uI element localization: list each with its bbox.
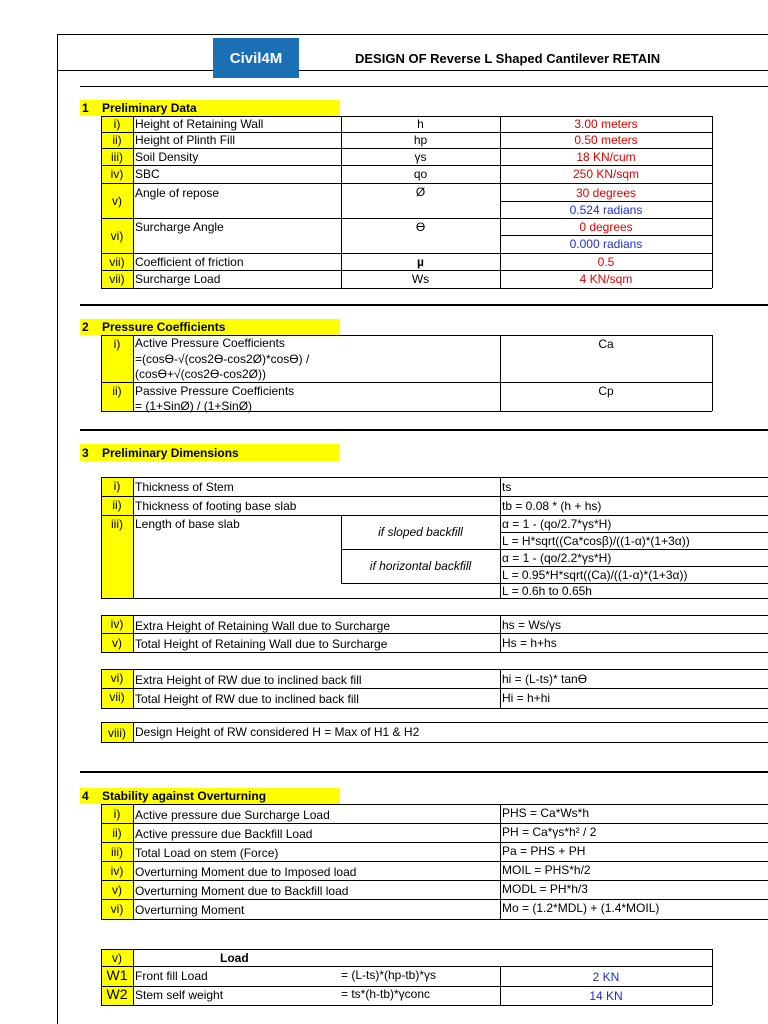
s1-row-2-value: 0.50 meters — [574, 133, 638, 147]
load-row-1-weight: W1 — [106, 967, 128, 983]
s1-row-4-symbol: qo — [413, 167, 428, 181]
s2-row-1-index: i) — [113, 337, 121, 351]
civil4m-logo: Civil4M — [213, 38, 299, 78]
s3-formula-L-horizontal: L = 0.95*H*sqrt((Ca)/((1-α)*(1+3α)) — [502, 568, 688, 582]
s4-row-4-index: iv) — [110, 864, 124, 878]
s3-row-1-label: Thickness of Stem — [135, 480, 234, 494]
s4-row-3-index: iii) — [111, 845, 123, 859]
s4-row-6-label: Overturning Moment — [135, 903, 245, 917]
s3-row-5-label: Total Height of Retaining Wall due to Surcharge — [135, 637, 388, 651]
section-3-number: 3 — [82, 446, 89, 460]
s3-row-4-index: iv) — [110, 617, 124, 631]
s3-formula-alpha-horizontal: α = 1 - (qo/2.2*γs*H) — [502, 551, 612, 565]
s1-row-7-symbol: µ — [417, 255, 424, 269]
s1-row-2-symbol: hp — [413, 133, 428, 147]
s3-row-2-formula: tb = 0.08 * (h + hs) — [502, 499, 602, 513]
s3-row-4-label: Extra Height of Retaining Wall due to Surcharge — [135, 619, 391, 633]
s1-row-4-value: 250 KN/sqm — [572, 167, 640, 181]
section-1-title: Preliminary Data — [102, 101, 197, 115]
section-3-title: Preliminary Dimensions — [102, 446, 239, 460]
s4-row-1-label: Active pressure due Surcharge Load — [135, 808, 330, 822]
s2-row-1-formula-line-2: (cosϴ+√(cos2ϴ-cos2Ø)) — [135, 367, 266, 381]
load-row-2-label: Stem self weight — [135, 988, 224, 1002]
load-row-2-weight: W2 — [106, 986, 128, 1002]
s1-row-2-label: Height of Plinth Fill — [135, 133, 236, 147]
s4-row-4-formula: MOIL = PHS*h/2 — [502, 863, 591, 877]
s1-row-6-index: vi) — [110, 229, 124, 243]
s3-row-7-formula: Hi = h+hi — [502, 691, 551, 705]
s3-formula-L-range: L = 0.6h to 0.65h — [502, 584, 592, 598]
s1-row-3-value: 18 KN/cum — [576, 150, 636, 164]
s3-row-2-label: Thickness of footing base slab — [135, 499, 297, 513]
s4-row-2-formula: PH = Ca*γs*h² / 2 — [502, 825, 597, 839]
s3-row-2-index: ii) — [112, 498, 122, 512]
s3-row-4-formula: hs = Ws/γs — [502, 618, 562, 632]
s3-row-8-label: Design Height of RW considered H = Max of H1 & H2 — [135, 725, 420, 739]
document-title: DESIGN OF Reverse L Shaped Cantilever RETAIN — [355, 51, 661, 66]
s1-row-6-symbol: ϴ — [415, 220, 426, 234]
section-1-number: 1 — [82, 101, 89, 115]
s1-row-8-index: vii) — [109, 272, 125, 286]
load-table-heading: Load — [220, 951, 249, 965]
s3-formula-alpha-sloped: α = 1 - (qo/2.7*γs*H) — [502, 517, 612, 531]
s1-row-7-value: 0.5 — [597, 255, 615, 269]
s4-row-6-index: vi) — [110, 902, 124, 916]
load-row-1-value: 2 KN — [592, 970, 620, 984]
s3-row-3-label: Length of base slab — [135, 517, 240, 531]
section-2-number: 2 — [82, 320, 89, 334]
s3-row-6-label: Extra Height of RW due to inclined back fill — [135, 673, 362, 687]
s1-row-1-label: Height of Retaining Wall — [135, 117, 264, 131]
section-4-title: Stability against Overturning — [102, 789, 267, 803]
s2-row-1-symbol: Ca — [598, 337, 614, 351]
s3-row-3-index: iii) — [111, 517, 123, 531]
load-table-index: v) — [112, 951, 122, 965]
s1-row-5-value-radians: 0.524 radians — [569, 203, 643, 217]
s4-row-3-label: Total Load on stem (Force) — [135, 846, 279, 860]
s1-row-1-value: 3.00 meters — [574, 117, 638, 131]
section-4-number: 4 — [82, 789, 89, 803]
load-row-2-formula: = ts*(h-tb)*γconc — [341, 987, 431, 1001]
s1-row-7-label: Coefficient of friction — [135, 255, 244, 269]
load-row-1-formula: = (L-ts)*(hp-tb)*γs — [341, 968, 437, 982]
s4-row-3-formula: Pa = PHS + PH — [502, 844, 586, 858]
s1-row-5-symbol: Ø — [415, 185, 426, 199]
s1-row-5-label: Angle of repose — [135, 186, 220, 200]
s4-row-1-formula: PHS = Ca*Ws*h — [502, 806, 590, 820]
s1-row-6-value: 0 degrees — [579, 220, 633, 234]
s2-row-2-label: Passive Pressure Coefficients — [135, 384, 295, 398]
s2-row-2-formula: = (1+SinØ) / (1+SinØ) — [135, 399, 253, 413]
s1-row-3-index: iii) — [111, 150, 123, 164]
s3-row-8-index: viii) — [108, 726, 126, 740]
s1-row-5-index: v) — [112, 194, 122, 208]
s2-row-2-index: ii) — [112, 384, 122, 398]
s2-row-1-label: Active Pressure Coefficients — [135, 336, 285, 350]
s3-row-5-formula: Hs = h+hs — [502, 636, 557, 650]
s3-horizontal-backfill-label: if horizontal backfill — [369, 559, 472, 573]
s4-row-5-index: v) — [112, 883, 122, 897]
s4-row-1-index: i) — [113, 807, 121, 821]
load-row-2-value: 14 KN — [589, 989, 623, 1003]
s1-row-8-value: 4 KN/sqm — [579, 272, 633, 286]
s1-row-1-symbol: h — [417, 117, 424, 131]
s3-row-7-label: Total Height of RW due to inclined back fill — [135, 692, 359, 706]
s3-row-1-formula: ts — [502, 480, 512, 494]
s2-row-2-symbol: Cp — [598, 384, 614, 398]
section-2-title: Pressure Coefficients — [102, 320, 226, 334]
s4-row-5-label: Overturning Moment due to Backfill load — [135, 884, 349, 898]
s1-row-8-symbol: Ws — [411, 272, 430, 286]
s1-row-3-symbol: γs — [414, 150, 427, 164]
s3-sloped-backfill-label: if sloped backfill — [378, 525, 463, 539]
s1-row-4-index: iv) — [110, 167, 124, 181]
s1-row-6-label: Surcharge Angle — [135, 220, 224, 234]
s1-row-4-label: SBC — [135, 167, 160, 181]
s4-row-2-label: Active pressure due Backfill Load — [135, 827, 313, 841]
s4-row-4-label: Overturning Moment due to Imposed load — [135, 865, 357, 879]
s3-formula-L-sloped: L = H*sqrt((Ca*cosβ)/((1-α)*(1+3α)) — [502, 534, 690, 548]
s1-row-1-index: i) — [113, 117, 121, 131]
s1-row-3-label: Soil Density — [135, 150, 199, 164]
s4-row-6-formula: Mo = (1.2*MDL) + (1.4*MOIL) — [502, 901, 660, 915]
s1-row-6-value-radians: 0.000 radians — [569, 237, 643, 251]
s3-row-7-index: vii) — [109, 690, 125, 704]
s3-row-6-index: vi) — [110, 671, 124, 685]
s4-row-2-index: ii) — [112, 826, 122, 840]
s4-row-5-formula: MODL = PH*h/3 — [502, 882, 588, 896]
s1-row-2-index: ii) — [112, 133, 122, 147]
s2-row-1-formula-line-1: =(cosϴ-√(cos2ϴ-cos2Ø)*cosϴ) / — [135, 352, 310, 366]
s3-row-6-formula: hi = (L-ts)* tanϴ — [502, 672, 588, 686]
s1-row-5-value: 30 degrees — [575, 186, 637, 200]
load-row-1-label: Front fill Load — [135, 969, 208, 983]
s3-row-5-index: v) — [112, 636, 122, 650]
s1-row-7-index: vii) — [109, 255, 125, 269]
s1-row-8-label: Surcharge Load — [135, 272, 221, 286]
s3-row-1-index: i) — [113, 479, 121, 493]
